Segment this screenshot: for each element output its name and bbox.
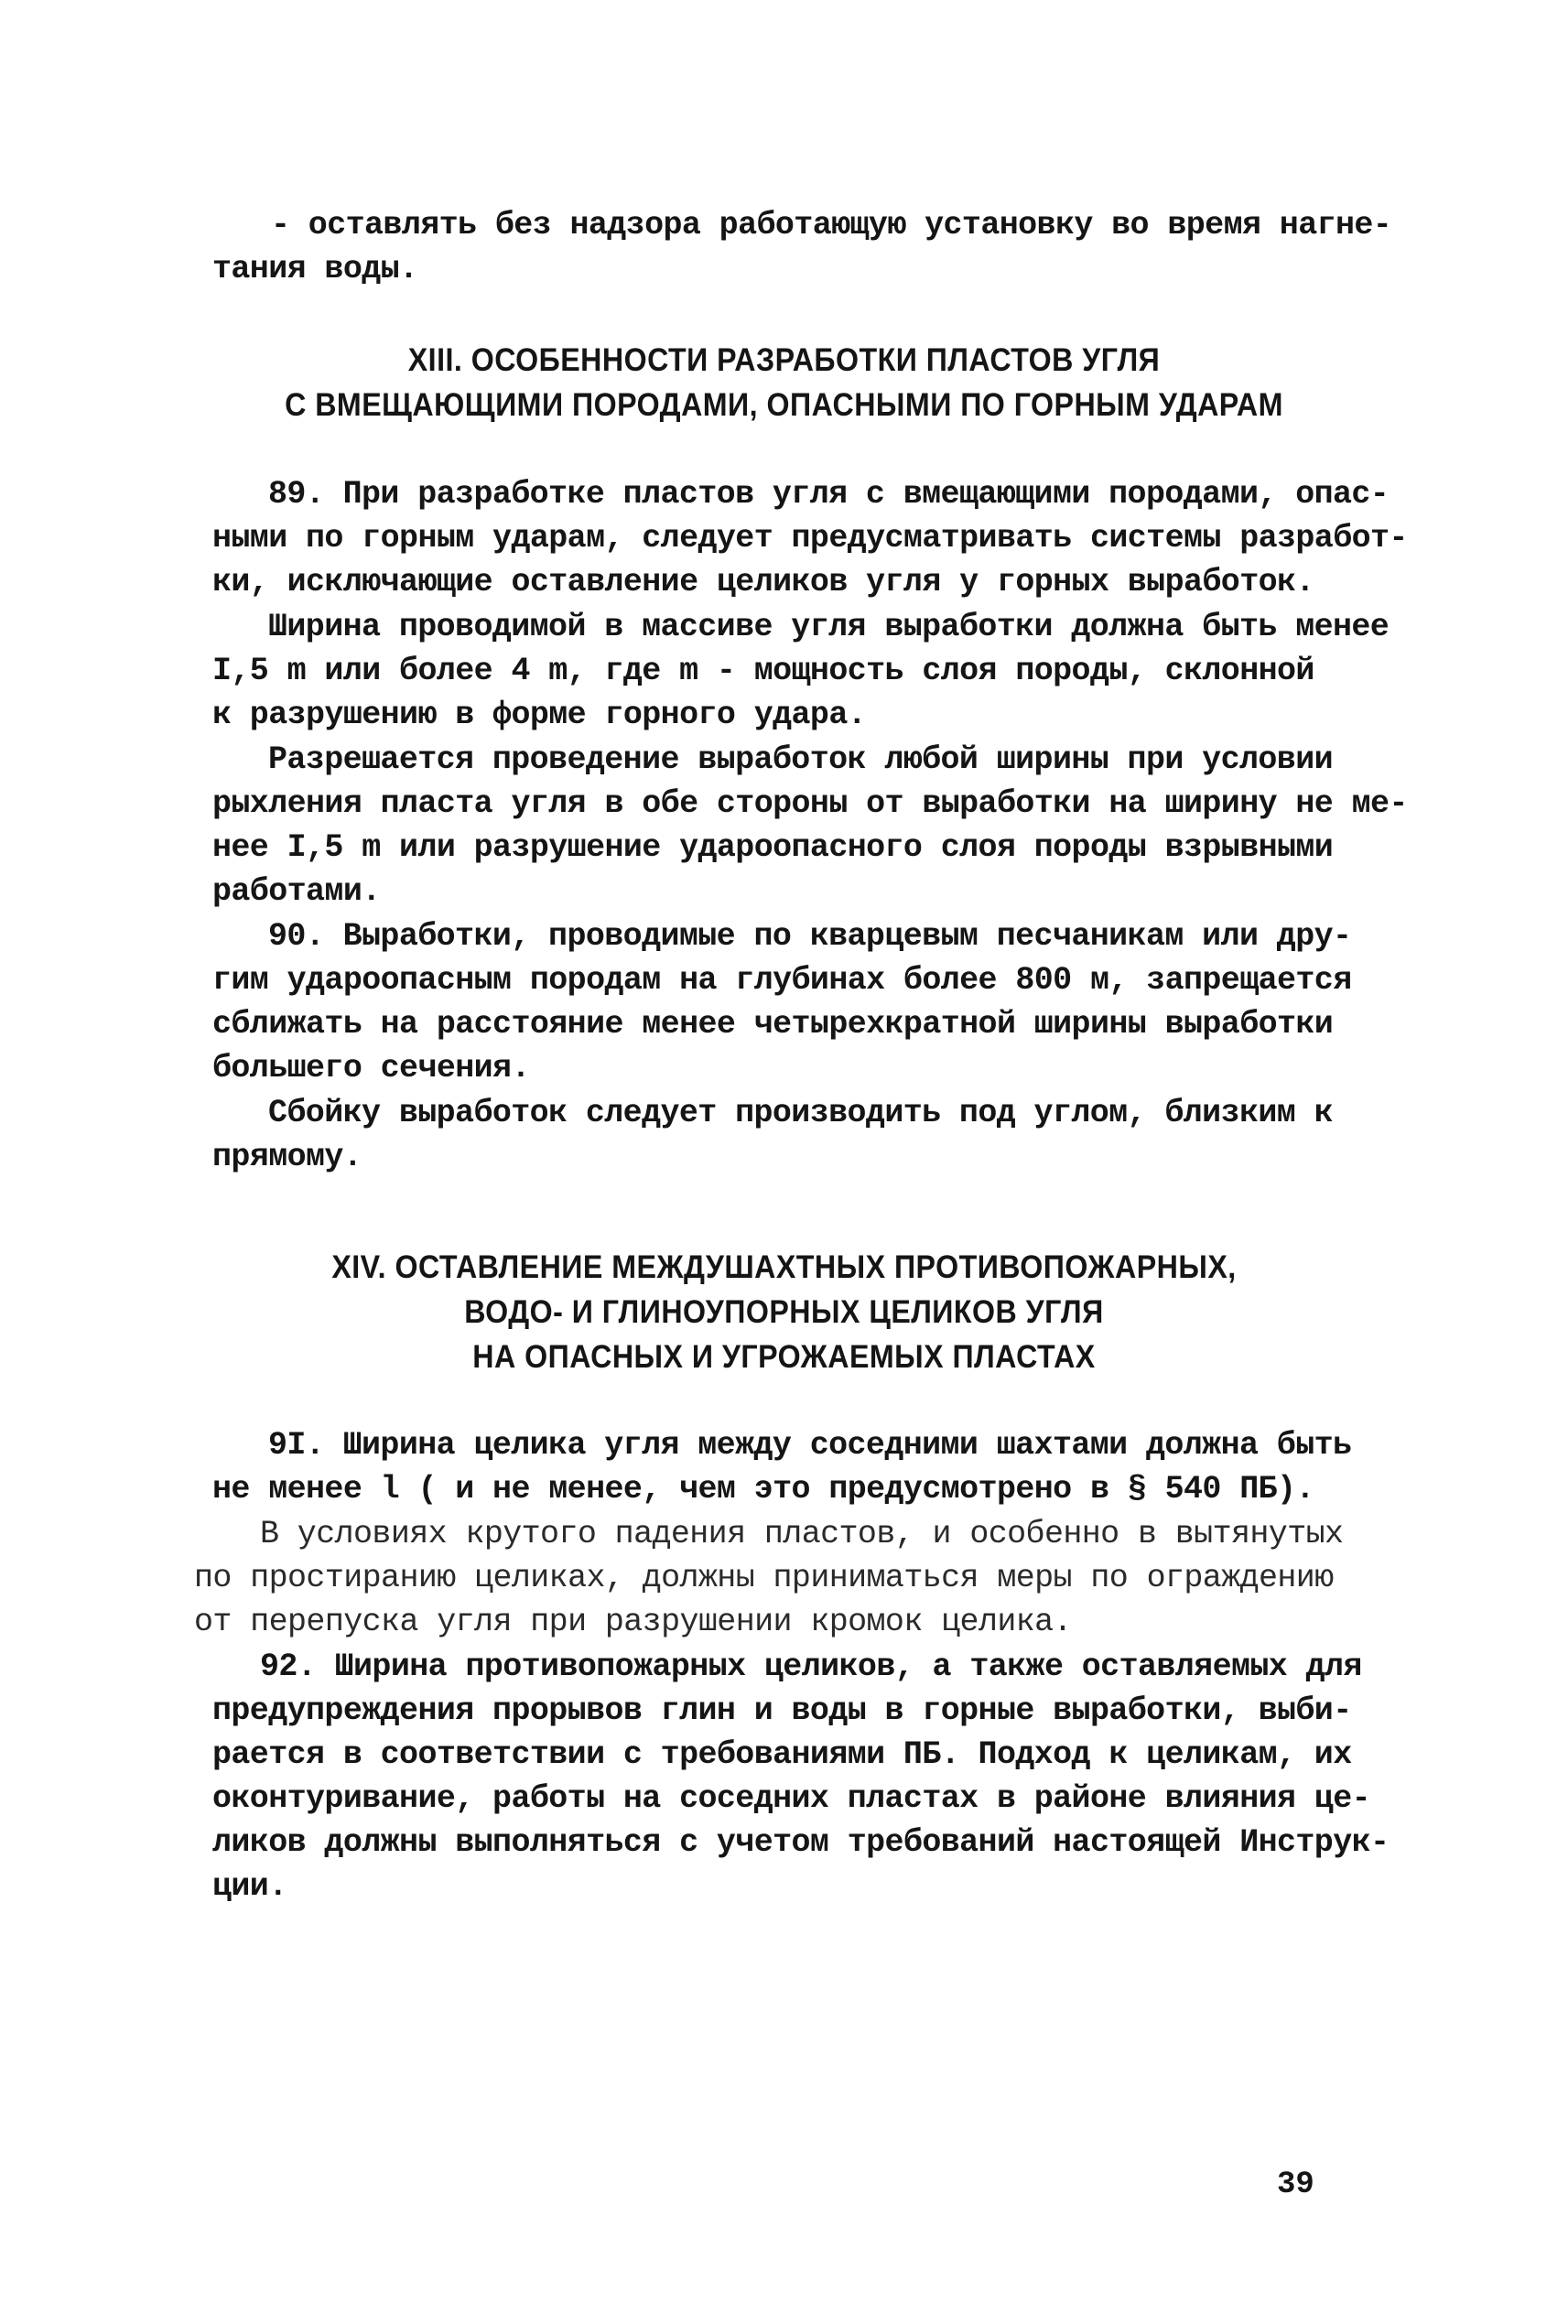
page-number: 39 — [1277, 2167, 1314, 2202]
paragraph-90-line-2: гим удароопасным породам на глубинах более 800 м, запрещается — [212, 962, 1352, 999]
section-14-heading-line-3: НА ОПАСНЫХ И УГРОЖАЕМЫХ ПЛАСТАХ — [472, 1339, 1096, 1375]
section-13-heading-line-2: С ВМЕЩАЮЩИМИ ПОРОДАМИ, ОПАСНЫМИ ПО ГОРНЫМ УДАРАМ — [285, 387, 1283, 423]
paragraph-91-line-2: не менее l ( и не менее, чем это предусмотрено в § 540 ПБ). — [212, 1471, 1314, 1508]
intro-line-1: - оставлять без надзора работающую установку во время нагне- — [271, 207, 1392, 243]
paragraph-92-line-2: предупреждения прорывов глин и воды в горные выработки, выби- — [212, 1692, 1352, 1729]
paragraph-91-line-1: 9I. Ширина целика угля между соседними шахтами должна быть — [268, 1427, 1352, 1464]
paragraph-89-permit-line-3: нее I,5 m или разрушение удароопасного слоя породы взрывными — [212, 829, 1334, 866]
paragraph-89-width-line-1: Ширина проводимой в массиве угля выработки должна быть менее — [268, 609, 1390, 645]
paragraph-89-permit-line-2: рыхления пласта угля в обе стороны от выработки на ширину не ме- — [212, 785, 1408, 822]
section-14-heading-line-1: XIV. ОСТАВЛЕНИЕ МЕЖДУШАХТНЫХ ПРОТИВОПОЖАРНЫХ, — [331, 1249, 1237, 1285]
paragraph-89-width-line-2: I,5 m или более 4 m, где m - мощность слоя породы, склонной — [212, 653, 1314, 689]
paragraph-89-permit-line-4: работами. — [212, 873, 381, 910]
paragraph-92-line-1: 92. Ширина противопожарных целиков, а также оставляемых для — [260, 1648, 1362, 1685]
section-13-heading-line-1: XIII. ОСОБЕННОСТИ РАЗРАБОТКИ ПЛАСТОВ УГЛЯ — [407, 342, 1161, 378]
paragraph-89-line-1: 89. При разработке пластов угля с вмещающими породами, опас- — [268, 476, 1390, 513]
paragraph-92-line-4: оконтуривание, работы на соседних пластах в районе влияния це- — [212, 1780, 1371, 1817]
paragraph-89-width-line-3: к разрушению в форме горного удара. — [212, 697, 867, 733]
paragraph-91-steep-line-1: В условиях крутого падения пластов, и особенно в вытянутых — [260, 1516, 1344, 1552]
paragraph-92-line-3: рается в соответствии с требованиями ПБ. Подход к целикам, их — [212, 1736, 1352, 1773]
paragraph-90-junction-line-1: Сбойку выработок следует производить под углом, близким к — [268, 1095, 1333, 1131]
paragraph-89-permit-line-1: Разрешается проведение выработок любой ширины при условии — [268, 741, 1333, 778]
paragraph-89-line-2: ными по горным ударам, следует предусматривать системы разработ- — [212, 520, 1408, 557]
intro-line-2: тания воды. — [212, 251, 418, 287]
paragraph-90-line-3: сближать на расстояние менее четырехкратной ширины выработки — [212, 1006, 1334, 1043]
paragraph-91-steep-line-3: от перепуска угля при разрушении кромок целика. — [194, 1604, 1072, 1640]
paragraph-90-line-4: большего сечения. — [212, 1050, 530, 1086]
paragraph-91-steep-line-2: по простиранию целиках, должны приниматься меры по ограждению — [194, 1560, 1334, 1596]
paragraph-90-line-1: 90. Выработки, проводимые по кварцевым песчаникам или дру- — [268, 918, 1352, 955]
section-14-heading-line-2: ВОДО- И ГЛИНОУПОРНЫХ ЦЕЛИКОВ УГЛЯ — [464, 1294, 1104, 1330]
paragraph-89-line-3: ки, исключающие оставление целиков угля у горных выработок. — [212, 564, 1314, 600]
paragraph-92-line-6: ции. — [212, 1868, 287, 1905]
paragraph-90-junction-line-2: прямому. — [212, 1139, 362, 1175]
paragraph-92-line-5: ликов должны выполняться с учетом требований настоящей Инструк- — [212, 1824, 1390, 1861]
